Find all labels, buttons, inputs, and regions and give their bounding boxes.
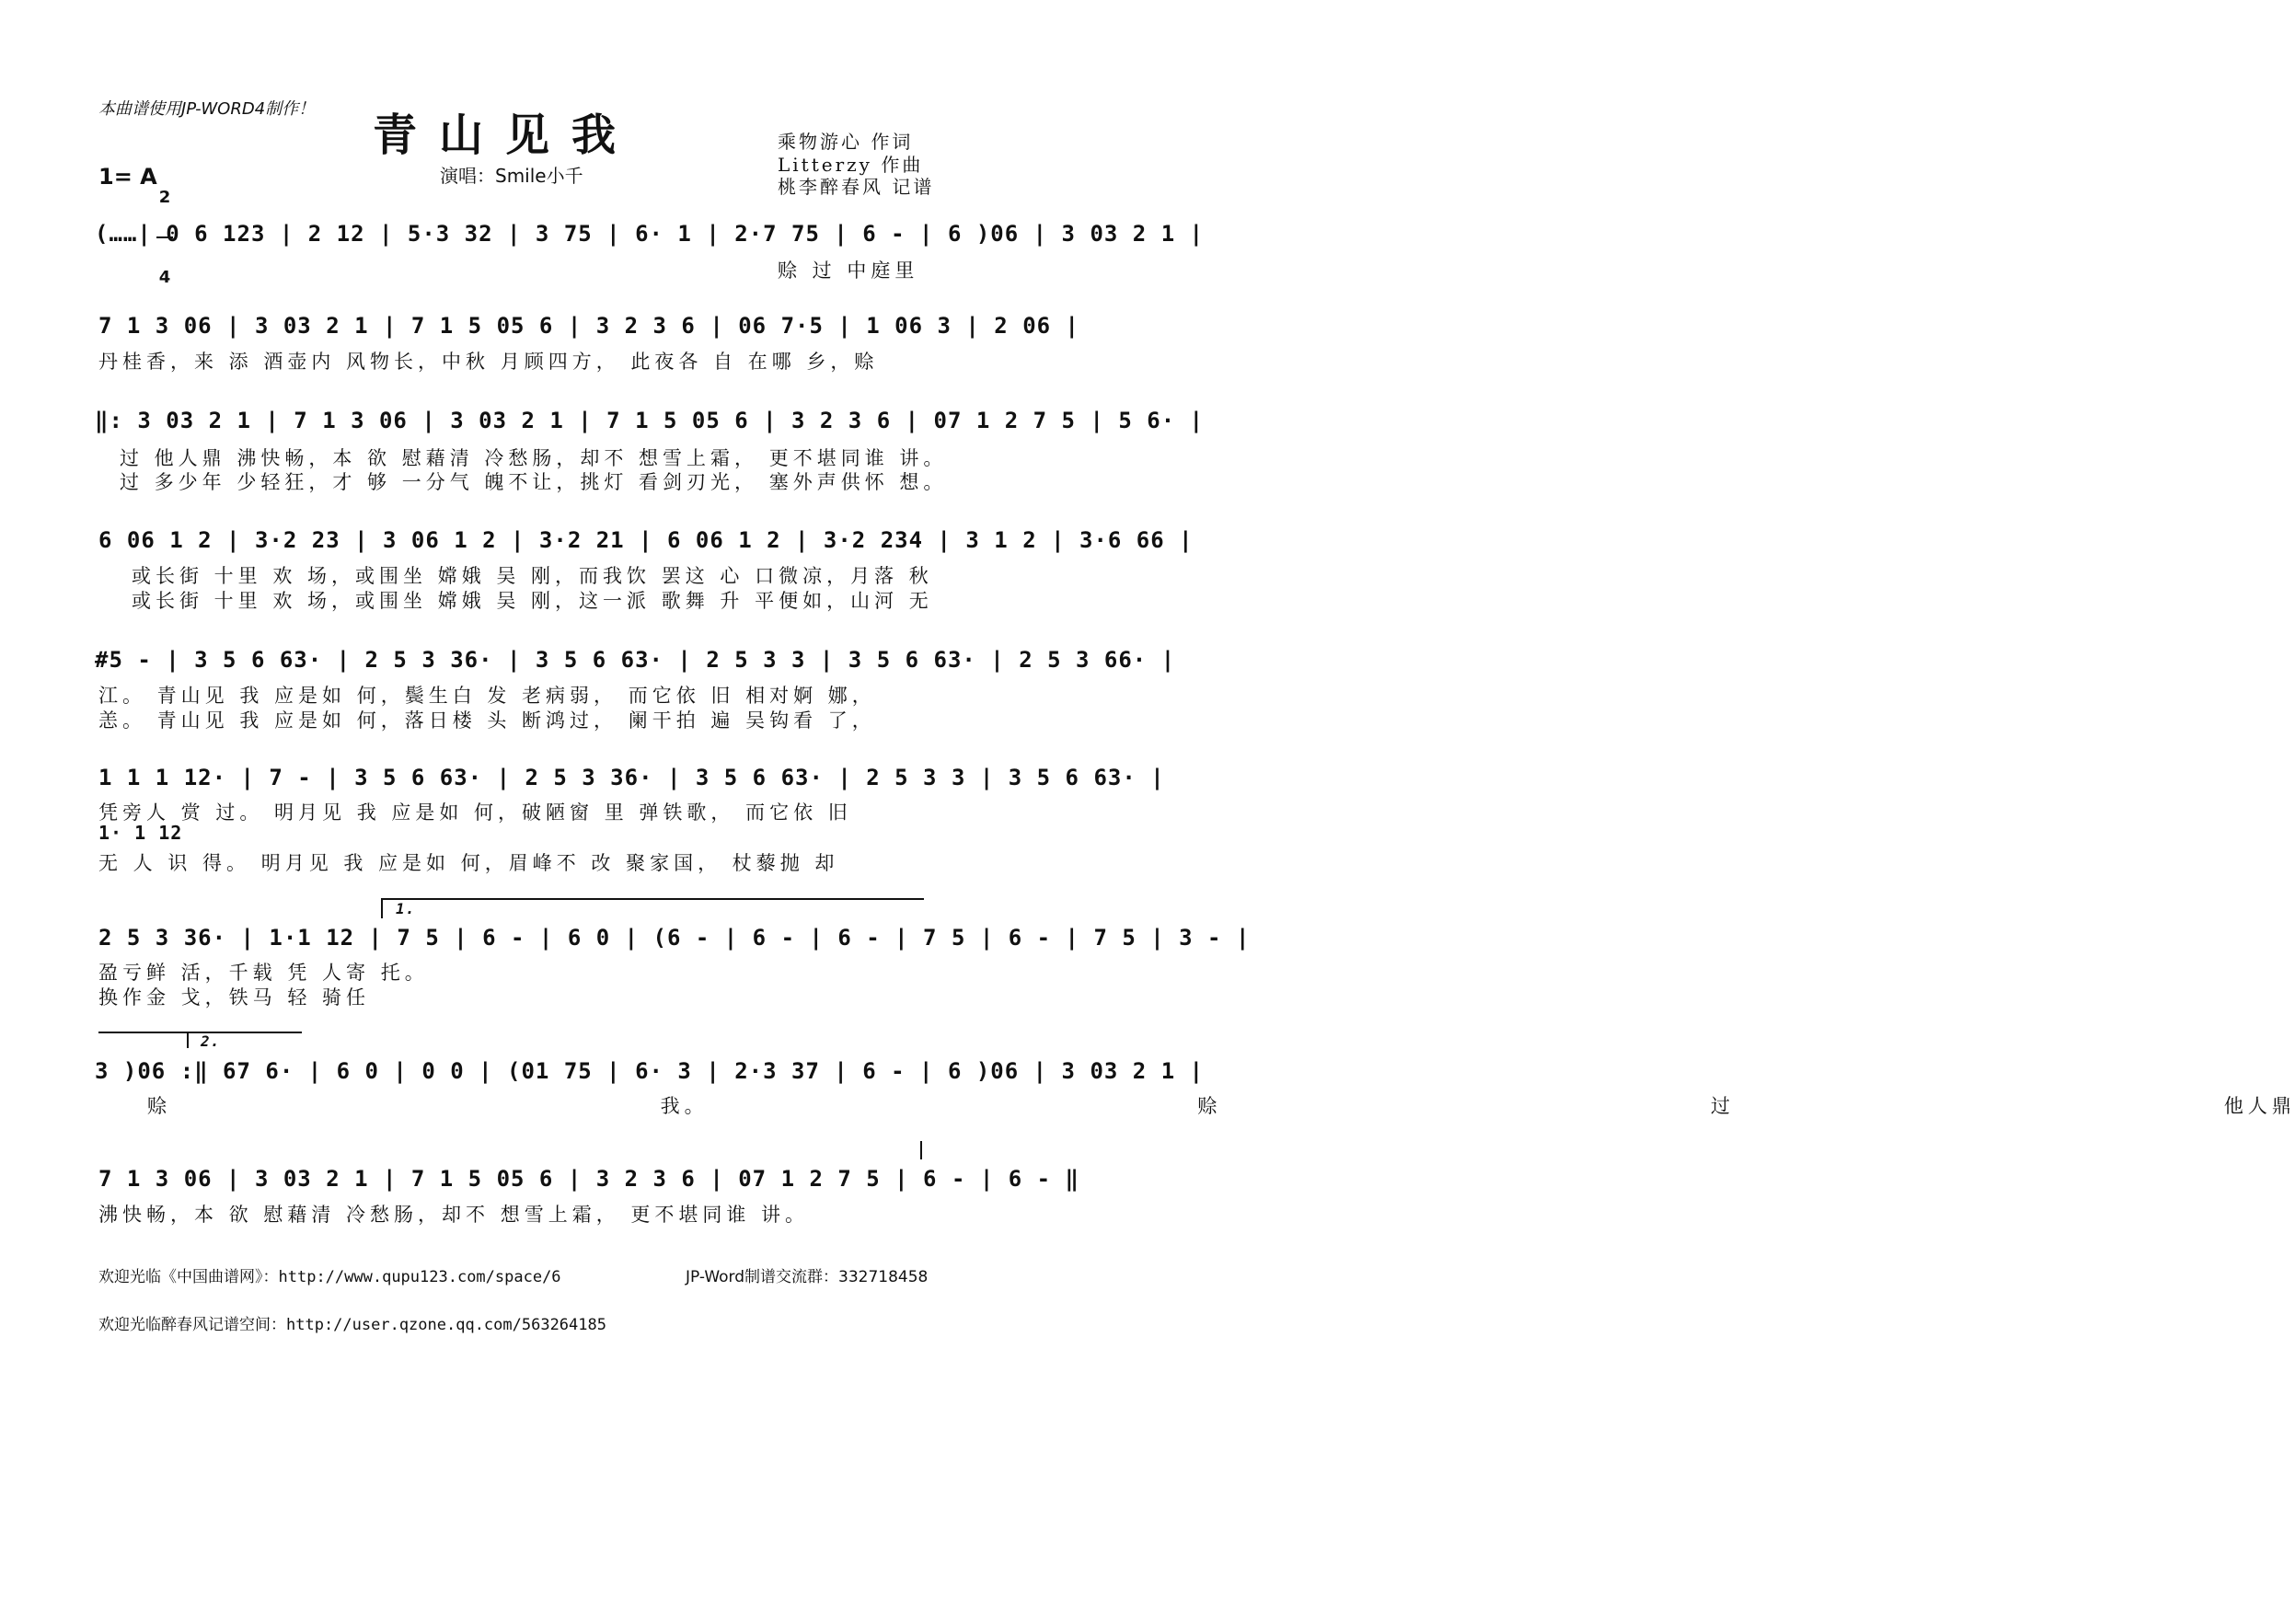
system-6-alt-notes: 1· 1 12	[98, 822, 183, 844]
key-signature: 1= A	[98, 164, 157, 190]
first-ending-bracket-hook	[381, 898, 383, 918]
system-3-notes: ‖: 3 03 2 1 | 7 1 3 06 | 3 03 2 1 | 7 1 5 05 6 | 3 2 3 6 | 07 1 2 7 5 | 5 6· |	[95, 408, 1205, 433]
first-ending-bracket-end	[187, 1032, 189, 1048]
system-2-notes: 7 1 3 06 | 3 03 2 1 | 7 1 5 05 6 | 3 2 3 6 | 06 7·5 | 1 06 3 | 2 06 |	[98, 313, 1079, 339]
system-2-lyrics-1: 丹桂香，来 添 酒壶内 风物长，中秋 月顾四方， 此夜各 自 在哪 乡，赊	[98, 351, 879, 373]
system-4-lyrics-1: 或长街 十里 欢 场，或围坐 嫦娥 吴 刚，而我饮 罢这 心 口微凉，月落 秋	[132, 565, 933, 587]
system-6-lyrics-2: 无 人 识 得。 明月见 我 应是如 何，眉峰不 改 聚家国， 杖藜抛 却	[98, 852, 839, 874]
meter-bottom: 4	[158, 268, 171, 287]
system-4-notes: 6 06 1 2 | 3·2 23 | 3 06 1 2 | 3·2 21 | 6 06 1 2 | 3·2 234 | 3 1 2 | 3·6 66 |	[98, 527, 1194, 553]
system-7-lyrics-1: 盈亏鲜 活，千载 凭 人寄 托。	[98, 962, 429, 984]
system-8-lyrics-1: 赊 我。 赊 过 他人鼎	[147, 1095, 2296, 1117]
footer-group-number: JP-Word制谱交流群：332718458	[686, 1268, 929, 1286]
final-bracket-hook	[920, 1141, 922, 1159]
system-5-lyrics-2: 恙。 青山见 我 应是如 何，落日楼 头 断鸿过， 阑干拍 遍 吴钩看 了，	[98, 709, 876, 732]
system-1-notes: (……| 0 6 123 | 2 12 | 5·3 32 | 3 75 | 6· 1 | 2·7 75 | 6 - | 6 )06 | 3 03 2 1 |	[95, 221, 1205, 247]
footer-space-link: 欢迎光临醉春风记谱空间：http://user.qzone.qq.com/563264185	[98, 1316, 606, 1334]
system-9-notes: 7 1 3 06 | 3 03 2 1 | 7 1 5 05 6 | 3 2 3 6 | 07 1 2 7 5 | 6 - | 6 - ‖	[98, 1166, 1079, 1192]
system-4-lyrics-2: 或长街 十里 欢 场，或围坐 嫦娥 吴 刚，这一派 歌舞 升 平便如，山河 无	[132, 590, 933, 612]
composer-credit: Litterzy 作曲	[778, 154, 924, 176]
system-1-lyrics-1: 赊 过 中庭里	[778, 259, 919, 282]
software-credit: 本曲谱使用JP-WORD4制作！	[98, 99, 316, 119]
system-6-lyrics-1: 凭旁人 赏 过。 明月见 我 应是如 何，破陋窗 里 弹铁歌， 而它依 旧	[98, 801, 852, 824]
first-ending-bracket	[381, 898, 924, 900]
system-7-lyrics-2: 换作金 戈，铁马 轻 骑任	[98, 986, 371, 1009]
footer-site-link: 欢迎光临《中国曲谱网》：http://www.qupu123.com/space/6	[98, 1268, 561, 1286]
transcriber-credit: 桃李醉春风 记谱	[778, 176, 935, 198]
system-8-notes: 3 )06 :‖ 67 6· | 6 0 | 0 0 | (01 75 | 6· 3 | 2·3 37 | 6 - | 6 )06 | 3 03 2 1 |	[95, 1058, 1205, 1084]
first-ending-label: 1.	[396, 900, 416, 917]
system-9-lyrics-1: 沸快畅，本 欲 慰藉清 冷愁肠，却不 想雪上霜， 更不堪同谁 讲。	[98, 1204, 810, 1226]
second-ending-label: 2.	[201, 1032, 221, 1050]
system-3-lyrics-2: 过 多少年 少轻狂，才 够 一分气 魄不让，挑灯 看剑刃光， 塞外声供怀 想。	[120, 471, 948, 493]
lyricist-credit: 乘物游心 作词	[778, 131, 914, 153]
first-ending-bracket-continued	[98, 1032, 187, 1033]
meter-top: 2	[158, 188, 171, 207]
system-3-lyrics-1: 过 他人鼎 沸快畅，本 欲 慰藉清 冷愁肠，却不 想雪上霜， 更不堪同谁 讲。	[120, 447, 948, 469]
system-6-notes: 1 1 1 12· | 7 - | 3 5 6 63· | 2 5 3 36· | 3 5 6 63· | 2 5 3 3 | 3 5 6 63· |	[98, 765, 1165, 790]
singer-credit: 演唱：Smile小千	[440, 165, 583, 187]
song-title: 青山见我	[373, 110, 639, 161]
system-7-notes: 2 5 3 36· | 1·1 12 | 7 5 | 6 - | 6 0 | (6 - | 6 - | 6 - | 7 5 | 6 - | 7 5 | 3 - |	[98, 925, 1251, 951]
system-5-lyrics-1: 江。 青山见 我 应是如 何，鬓生白 发 老病弱， 而它依 旧 相对婀 娜，	[98, 685, 876, 707]
system-5-notes: #5 - | 3 5 6 63· | 2 5 3 36· | 3 5 6 63· | 2 5 3 3 | 3 5 6 63· | 2 5 3 66· |	[95, 647, 1176, 673]
